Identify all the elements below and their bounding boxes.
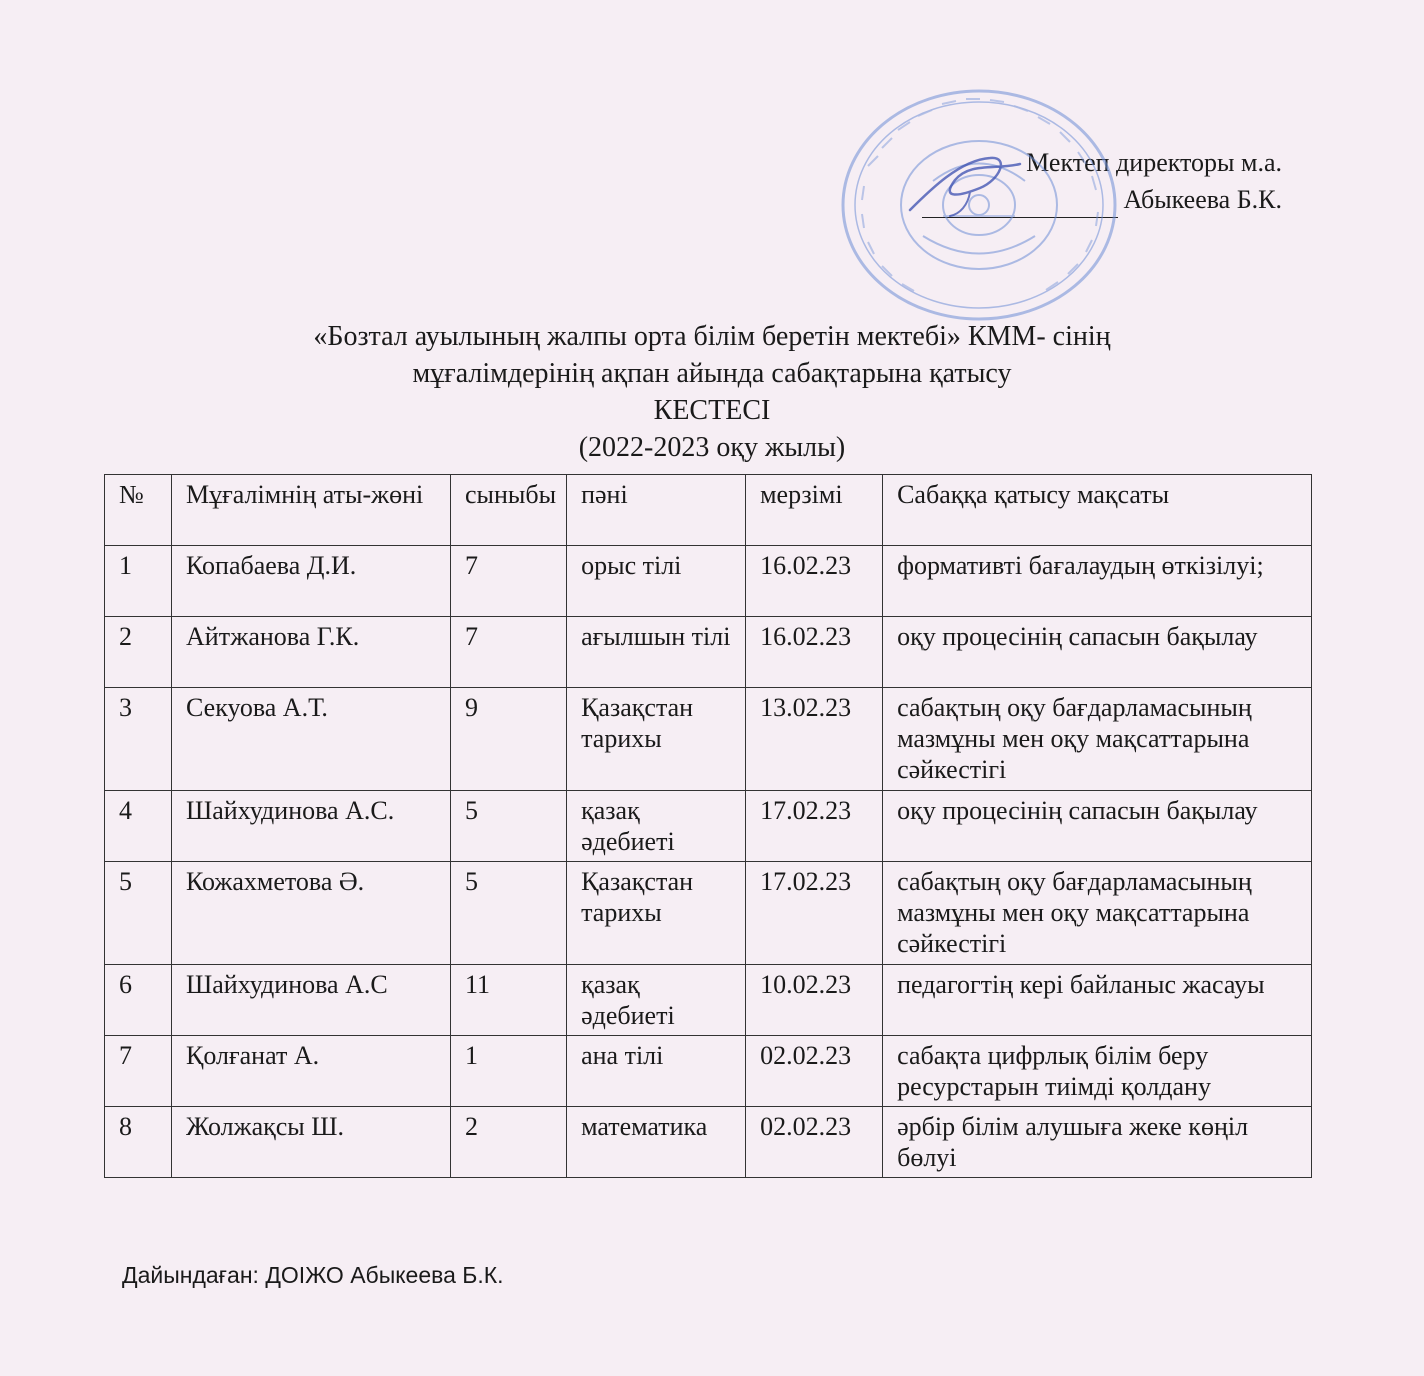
- title-line-3: КЕСТЕСІ: [653, 395, 771, 426]
- cell-teacher-name: Шайхудинова А.С.: [172, 791, 451, 862]
- table-row: [105, 862, 1312, 965]
- cell-subject: Қазақстан тарихы: [567, 688, 746, 791]
- cell-subject: ана тілі: [567, 1036, 746, 1107]
- cell-purpose: әрбір білім алушыға жеке көңіл бөлуі: [883, 1107, 1312, 1178]
- cell-teacher-name: Жолжақсы Ш.: [172, 1107, 451, 1178]
- cell-teacher-name: Секуова А.Т.: [172, 688, 451, 791]
- cell-num: 6: [105, 965, 172, 1036]
- cell-subject: орыс тілі: [567, 546, 746, 617]
- cell-subject: қазақ әдебиеті: [567, 791, 746, 862]
- header-teacher-name: Мұғалімнің аты-жөні: [172, 475, 451, 546]
- title-line-2: мұғалімдерінің ақпан айында сабақтарына қатысу: [412, 358, 1012, 389]
- cell-subject: математика: [567, 1107, 746, 1178]
- cell-teacher-name: Кожахметова Ә.: [172, 862, 451, 965]
- cell-purpose: сабақта цифрлық білім беру ресурстарын тиімді қолдану: [883, 1036, 1312, 1107]
- cell-grade: 7: [451, 617, 567, 688]
- table-row: [105, 1107, 1312, 1178]
- cell-teacher-name: Шайхудинова А.С: [172, 965, 451, 1036]
- cell-purpose: оқу процесінің сапасын бақылау: [883, 791, 1312, 862]
- header-num: №: [105, 475, 172, 546]
- cell-subject: Қазақстан тарихы: [567, 862, 746, 965]
- cell-teacher-name: Копабаева Д.И.: [172, 546, 451, 617]
- cell-num: 4: [105, 791, 172, 862]
- cell-teacher-name: Қолғанат А.: [172, 1036, 451, 1107]
- cell-num: 3: [105, 688, 172, 791]
- cell-num: 2: [105, 617, 172, 688]
- cell-grade: 5: [451, 862, 567, 965]
- cell-teacher-name: Айтжанова Г.К.: [172, 617, 451, 688]
- table-header-row: [105, 475, 1312, 546]
- cell-num: 1: [105, 546, 172, 617]
- cell-date: 16.02.23: [746, 617, 883, 688]
- cell-grade: 11: [451, 965, 567, 1036]
- cell-date: 10.02.23: [746, 965, 883, 1036]
- cell-date: 13.02.23: [746, 688, 883, 791]
- cell-subject: ағылшын тілі: [567, 617, 746, 688]
- cell-grade: 7: [451, 546, 567, 617]
- cell-date: 17.02.23: [746, 862, 883, 965]
- header-date: мерзімі: [746, 475, 883, 546]
- cell-date: 17.02.23: [746, 791, 883, 862]
- cell-purpose: формативті бағалаудың өткізілуі;: [883, 546, 1312, 617]
- table-row: [105, 965, 1312, 1036]
- document-title: [0, 318, 1424, 466]
- cell-purpose: сабақтың оқу бағдарламасының мазмұны мен оқу мақсаттарына сәйкестігі: [883, 688, 1312, 791]
- cell-num: 5: [105, 862, 172, 965]
- header-purpose: Сабаққа қатысу мақсаты: [883, 475, 1312, 546]
- cell-grade: 5: [451, 791, 567, 862]
- header-subject: пәні: [567, 475, 746, 546]
- table-row: [105, 546, 1312, 617]
- table-row: [105, 791, 1312, 862]
- cell-subject: қазақ әдебиеті: [567, 965, 746, 1036]
- cell-date: 02.02.23: [746, 1036, 883, 1107]
- cell-date: 16.02.23: [746, 546, 883, 617]
- cell-num: 7: [105, 1036, 172, 1107]
- table-row: [105, 617, 1312, 688]
- title-line-4: (2022-2023 оқу жылы): [578, 432, 846, 463]
- cell-purpose: оқу процесінің сапасын бақылау: [883, 617, 1312, 688]
- handwritten-signature-icon: [900, 150, 1030, 220]
- cell-purpose: педагогтің кері байланыс жасауы: [883, 965, 1312, 1036]
- table-row: [105, 688, 1312, 791]
- table-row: [105, 1036, 1312, 1107]
- director-name: Абыкеева Б.К.: [1123, 185, 1282, 214]
- cell-num: 8: [105, 1107, 172, 1178]
- title-line-1: «Бозтал ауылының жалпы орта білім беретін мектебі» КММ- сінің: [313, 321, 1111, 352]
- prepared-by: Дайындаған: ДОІЖО Абыкеева Б.К.: [122, 1262, 504, 1288]
- cell-purpose: сабақтың оқу бағдарламасының мазмұны мен оқу мақсаттарына сәйкестігі: [883, 862, 1312, 965]
- header-grade: сыныбы: [451, 475, 567, 546]
- cell-date: 02.02.23: [746, 1107, 883, 1178]
- attendance-schedule-table: [104, 474, 1312, 1178]
- cell-grade: 1: [451, 1036, 567, 1107]
- cell-grade: 2: [451, 1107, 567, 1178]
- director-position: Мектеп директоры м.а.: [1026, 148, 1282, 177]
- cell-grade: 9: [451, 688, 567, 791]
